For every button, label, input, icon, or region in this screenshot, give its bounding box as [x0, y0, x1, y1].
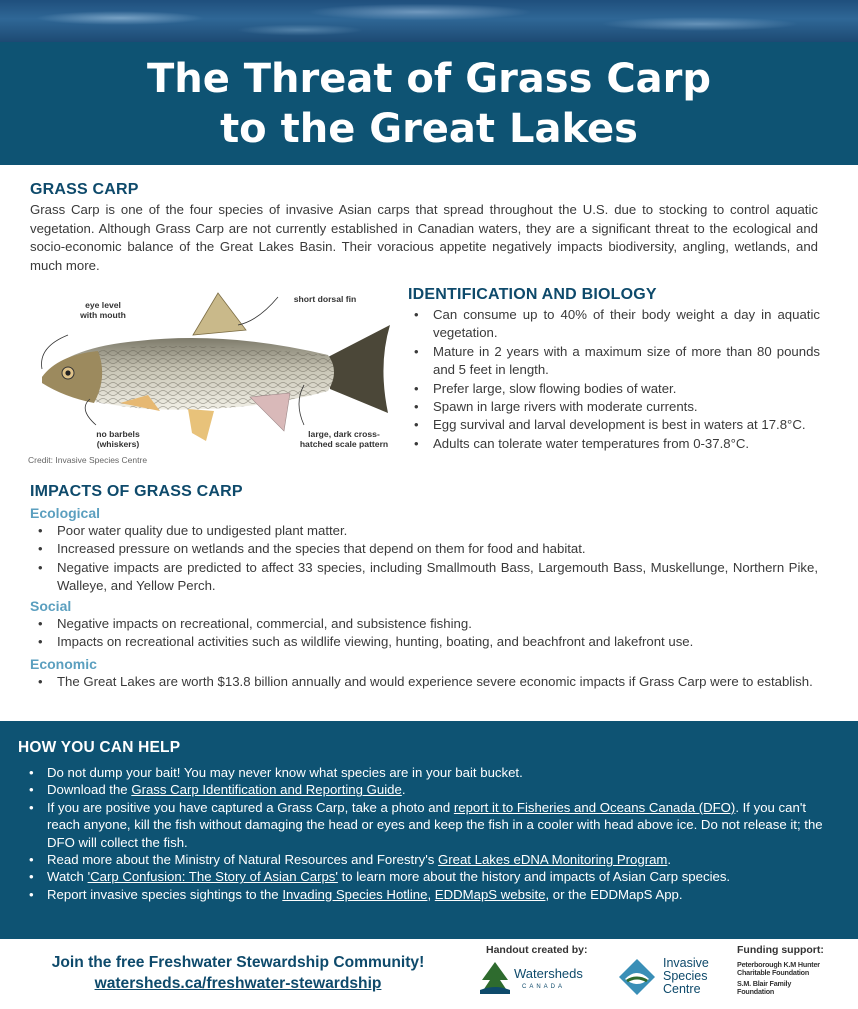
watersheds-canada-logo [478, 960, 608, 1000]
link-invading-species-hotline[interactable]: Invading Species Hotline [282, 886, 428, 902]
link-edna-program[interactable]: Great Lakes eDNA Monitoring Program [437, 852, 668, 868]
text: . [401, 782, 406, 798]
help-item-guide [18, 781, 840, 798]
list-item: • Impacts on recreational activities such as wildlife viewing, hunting, boating, and beachfront and lakefront use. [32, 633, 832, 651]
text: Report invasive species sightings to the [47, 886, 283, 902]
water-banner [0, 0, 858, 42]
list-item: • Increased pressure on wetlands and the species that depend on them for food and habitat. [32, 540, 818, 558]
grass-carp-heading: GRASS CARP [30, 181, 139, 198]
list-item: • Negative impacts on recreational, commercial, and subsistence fishing. [32, 615, 832, 633]
help-item-sightings [18, 886, 840, 903]
list-item: • Mature in 2 years with a maximum size of more than 80 pounds and 5 feet in length. [408, 343, 820, 380]
list-item: • Spawn in large rivers with moderate currents. [408, 398, 820, 416]
economic-subheading: Economic [30, 656, 97, 672]
text: , [427, 886, 435, 902]
link-eddmaps-website[interactable]: EDDMapS website [434, 886, 546, 902]
join-community [18, 952, 458, 994]
funder-km-hunter: Peterborough K.M Hunter Charitable Foundation [737, 960, 820, 977]
grass-carp-paragraph: Grass Carp is one of the four species of invasive Asian carps that spread throughout the U.S. due to stocking to control aquatic vegetation. Although Grass Carp are not currently established in Canadian waters, they are a significant threat to the ecological and socio-economic balance of the Great Lakes Basin. Their voracious appetite negatively impacts biodiversity, angling, wetlands, and much more. [30, 202, 818, 273]
list-item: • Adults can tolerate water temperatures from 0-37.8°C. [408, 435, 820, 453]
ecological-subheading: Ecological [30, 505, 101, 521]
join-text: Join the free Freshwater Stewardship Community! [51, 954, 425, 971]
text: . [667, 852, 672, 868]
invasive-species-centre-logo [615, 955, 725, 1003]
watersheds-sub: CANADA [522, 984, 566, 990]
help-item-bait: • Do not dump your bait! You may never know what species are in your bait bucket. [18, 764, 840, 781]
list-item: • Prefer large, slow flowing bodies of water. [408, 380, 820, 398]
callout-scale-pattern: large, dark cross- hatched scale pattern [299, 429, 389, 449]
economic-list [32, 673, 818, 691]
identification-heading: IDENTIFICATION AND BIOLOGY [408, 286, 657, 303]
help-item-report [18, 799, 840, 851]
list-item: • The Great Lakes are worth $13.8 billion annually and would experience severe economic impacts if Grass Carp were to establish. [32, 673, 818, 691]
social-subheading: Social [30, 598, 72, 614]
grass-carp-illustration [28, 285, 400, 470]
callout-barbels: no barbels (whiskers) [96, 429, 140, 449]
text: . If you can't reach anyone, kill the fish without damaging the head or eyes and keep the fish in a cooler with head above ice. Do not release it; the DFO will collect the fish. [47, 799, 823, 850]
text: Watch [47, 869, 88, 885]
text: Download the [47, 782, 132, 798]
tree-icon [478, 960, 512, 996]
title-band [0, 42, 858, 165]
list-item: • Negative impacts are predicted to affect 33 species, including Smallmouth Bass, Largemouth Bass, Muskellunge, Northern Pike, Walleye, and Yellow Perch. [32, 559, 818, 596]
handout-label: Handout created by: [486, 944, 588, 956]
help-item-edna [18, 851, 840, 868]
link-identification-guide[interactable]: Grass Carp Identification and Reporting Guide [131, 782, 402, 798]
join-link[interactable]: watersheds.ca/freshwater-stewardship [94, 975, 382, 992]
social-list [32, 615, 832, 652]
how-you-can-help-section [0, 721, 858, 939]
text: If you are positive you have captured a Grass Carp, take a photo and [47, 799, 454, 815]
help-item-video [18, 868, 840, 885]
page-title: The Threat of Grass Carp to the Great Lakes [146, 55, 712, 152]
list-item: • Poor water quality due to undigested plant matter. [32, 522, 818, 540]
help-heading: HOW YOU CAN HELP [18, 739, 181, 756]
ecological-list [32, 522, 818, 596]
text: , or the EDDMapS App. [545, 886, 683, 902]
isc-name: Invasive Species Centre [663, 956, 709, 996]
callout-dorsal-fin: short dorsal fin [293, 294, 357, 304]
isc-emblem-icon [615, 955, 659, 999]
help-list [18, 764, 840, 903]
text: Read more about the Ministry of Natural Resources and Forestry's [47, 852, 438, 868]
callout-eye-level: eye level with mouth [80, 300, 126, 320]
link-carp-confusion-video[interactable]: 'Carp Confusion: The Story of Asian Carps' [87, 869, 338, 885]
identification-list [408, 306, 820, 453]
text: to learn more about the history and impacts of Asian Carp species. [337, 869, 731, 885]
link-report-dfo[interactable]: report it to Fisheries and Oceans Canada (DFO) [453, 799, 736, 815]
impacts-heading: IMPACTS OF GRASS CARP [30, 483, 243, 500]
image-credit: Credit: Invasive Species Centre [28, 455, 148, 465]
list-item: • Egg survival and larval development is best in waters at 17.8°C. [408, 416, 820, 434]
watersheds-name: Watersheds [514, 966, 583, 981]
funder-sm-blair: S.M. Blair Family Foundation [737, 979, 792, 996]
funding-label: Funding support: [737, 944, 824, 956]
list-item: • Can consume up to 40% of their body weight a day in aquatic vegetation. [408, 306, 820, 343]
